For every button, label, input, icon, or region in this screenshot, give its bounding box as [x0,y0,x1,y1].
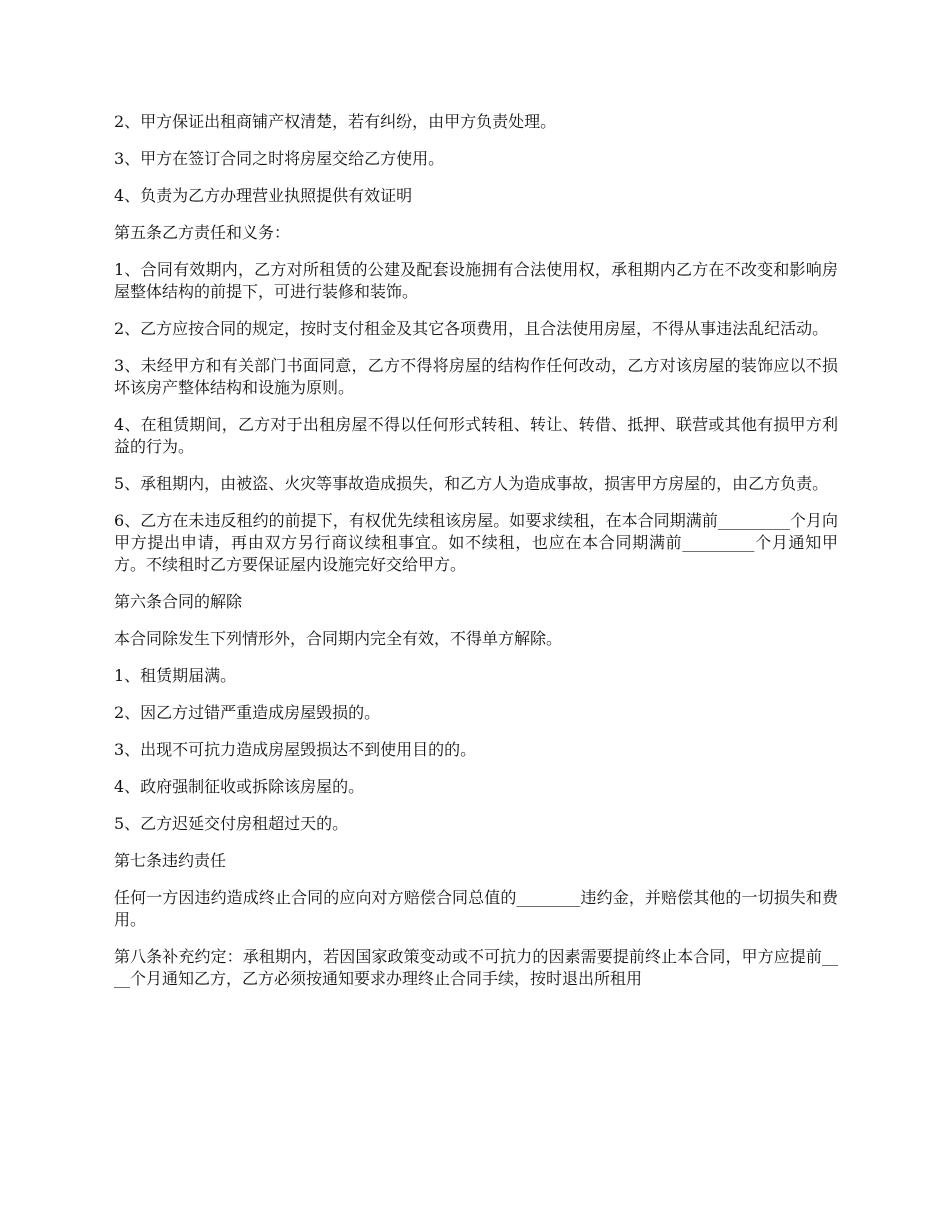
clause-tenant-no-alteration: 3、未经甲方和有关部门书面同意，乙方不得将房屋的结构作任何改动，乙方对该房屋的装饰应以不损坏该房产整体结构和设施为原则。 [114,356,838,397]
clause-landlord-handover: 3、甲方在签订合同之时将房屋交给乙方使用。 [114,149,445,168]
clause-termination-item-1: 1、租赁期届满。 [114,666,237,685]
clause-landlord-property-rights: 2、甲方保证出租商铺产权清楚，若有纠纷，由甲方负责处理。 [114,112,557,131]
clause-termination-item-3: 3、出现不可抗力造成房屋毁损达不到使用目的的。 [114,740,477,759]
clause-termination-item-2: 2、因乙方过错严重造成房屋毁损的。 [114,703,381,722]
clause-termination-item-4: 4、政府强制征收或拆除该房屋的。 [114,777,365,796]
clause-tenant-liability: 5、承租期内，由被盗、火灾等事故造成损失，和乙方人为造成事故，损害甲方房屋的，由乙方负责。 [114,474,829,493]
clause-supplementary-agreement: 第八条补充约定：承租期内，若因国家政策变动或不可抗力的因素需要提前终止本合同，甲方应提前____个月通知乙方，乙方必须按通知要求办理终止合同手续，按时退出所租用 [114,947,838,988]
clause-termination-intro: 本合同除发生下列情形外，合同期内完全有效，不得单方解除。 [114,629,563,648]
section-heading-article-7: 第七条违约责任 [114,851,227,870]
clause-termination-item-5: 5、乙方迟延交付房租超过天的。 [114,814,349,833]
clause-tenant-renewal: 6、乙方在未违反租约的前提下，有权优先续租该房屋。如要求续租，在本合同期满前_________个月向甲方提出申请，再由双方另行商议续租事宜。如不续租，也应在本合同期满前_________个月通知甲方。不续租时乙方要保证屋内设施完好交给甲方。 [114,511,838,574]
clause-landlord-business-license: 4、负责为乙方办理营业执照提供有效证明 [114,186,413,205]
section-heading-article-6: 第六条合同的解除 [114,592,243,611]
clause-tenant-usage-rights: 1、合同有效期内，乙方对所租赁的公建及配套设施拥有合法使用权，承租期内乙方在不改变和影响房屋整体结构的前提下，可进行装修和装饰。 [114,260,838,301]
document-page [114,111,838,1005]
clause-tenant-no-sublet: 4、在租赁期间，乙方对于出租房屋不得以任何形式转租、转让、转借、抵押、联营或其他有损甲方利益的行为。 [114,415,838,456]
clause-tenant-payment: 2、乙方应按合同的规定，按时支付租金及其它各项费用，且合法使用房屋，不得从事违法乱纪活动。 [114,319,829,338]
section-heading-article-5: 第五条乙方责任和义务： [114,223,291,242]
clause-breach-penalty: 任何一方因违约造成终止合同的应向对方赔偿合同总值的________违约金，并赔偿其他的一切损失和费用。 [114,888,838,929]
